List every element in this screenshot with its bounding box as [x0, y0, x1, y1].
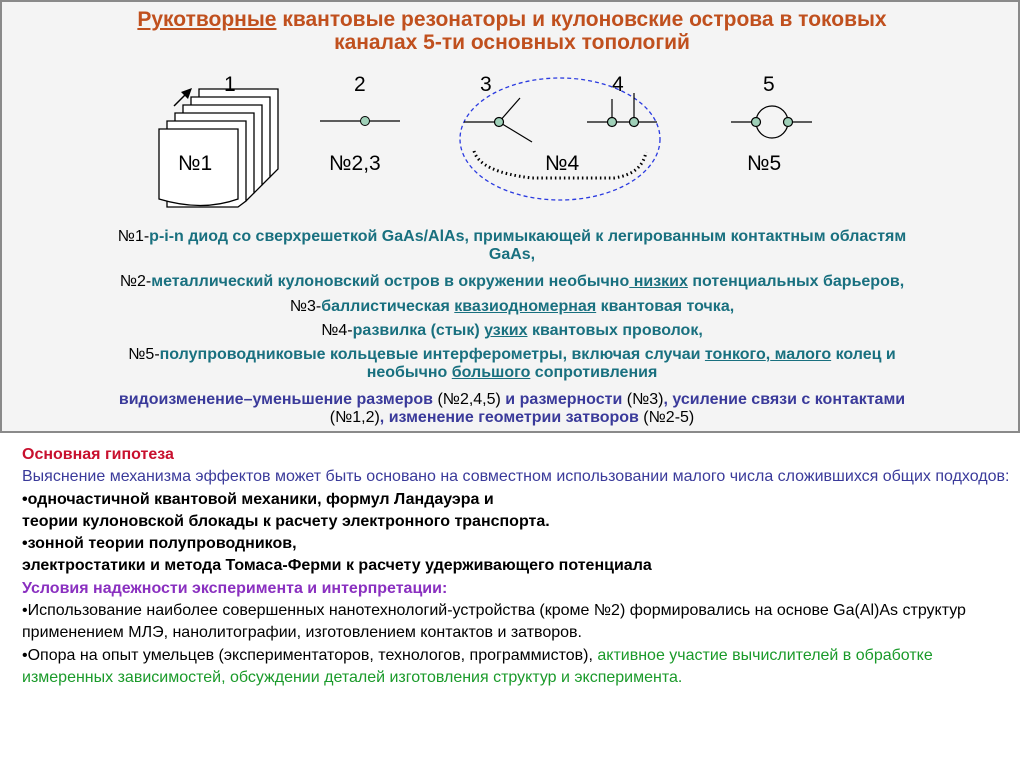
description-4: №4-развилка (стык) узких квантовых проволок, [321, 322, 703, 339]
hypothesis-title: Основная гипотеза [22, 446, 174, 463]
topology-diagram [2, 2, 1018, 217]
bullet-1-line-1: •одночастичной квантовой механики, формул Ландауэра и [22, 490, 494, 508]
condition-1: •Использование наиболее совершенных нанотехнологий-устройства (кроме №2) формировались на основе Ga(Al)As структур применением МЛЭ, нанолитографии, изготовлением контактов и затворов. [22, 602, 966, 642]
topology-number-1: 1 [224, 73, 236, 96]
title-underlined-word: Рукотворные [137, 8, 277, 31]
device-label-1: №1 [178, 152, 213, 175]
topology-number-3: 3 [480, 73, 492, 96]
device-label-4: №4 [545, 152, 580, 175]
description-5: №5-полупроводниковые кольцевые интерферометры, включая случаи тонкого, малого колец и необычно большого сопротивления [128, 346, 896, 381]
device-label-5: №5 [747, 152, 782, 175]
conditions-title: Условия надежности эксперимента и интерпретации: [22, 579, 448, 597]
description-6: видоизменение–уменьшение размеров (№2,4,5) и размерности (№3), усиление связи с контактами (№1,2), изменение геометрии затворов (№2-5) [118, 391, 906, 426]
device-label-2-3: №2,3 [329, 152, 381, 175]
double-dot-icon [587, 93, 657, 127]
description-1: №1-p-i-n диод со сверхрешеткой GaAs/AlAs, примыкающей к легированным контактным областям GaAs, [117, 228, 907, 263]
description-2: №2-металлический кулоновский остров в окружении необычно низких потенциальных барьеров, [119, 273, 905, 290]
condition-2: •Опора на опыт умельцев (экспериментаторов, технологов, программистов), активное участие вычислителей в обработке измеренных зависимостей, обсуждении деталей изготовления структур и эксперимента. [22, 646, 933, 686]
bullet-2-line-2: электростатики и метода Томаса-Ферми к расчету удерживающего потенциала [22, 557, 652, 575]
topology-number-4: 4 [612, 73, 624, 96]
title-line1: квантовые резонаторы и кулоновские острова в токовых [276, 8, 887, 31]
arrow-icon [174, 88, 192, 106]
hypothesis-section [22, 444, 1012, 689]
quantum-dot-line-icon [320, 117, 400, 126]
description-3: №3-баллистическая квазиодномерная квантовая точка, [289, 298, 735, 315]
stacked-layers-icon [159, 89, 278, 207]
ring-interferometer-icon [731, 106, 812, 138]
bullet-2-line-1: •зонной теории полупроводников, [22, 535, 297, 553]
fork-junction-icon [464, 98, 532, 142]
title-line2: каналах 5-ти основных топологий [334, 31, 690, 54]
hypothesis-intro: Выяснение механизма эффектов может быть основано на совместном использовании малого числа сложившихся общих подходов: [22, 468, 1010, 486]
topology-number-2: 2 [354, 73, 366, 96]
topology-number-5: 5 [763, 73, 775, 96]
bullet-1-line-2: теории кулоновской блокады к расчету электронного транспорта. [22, 512, 550, 530]
